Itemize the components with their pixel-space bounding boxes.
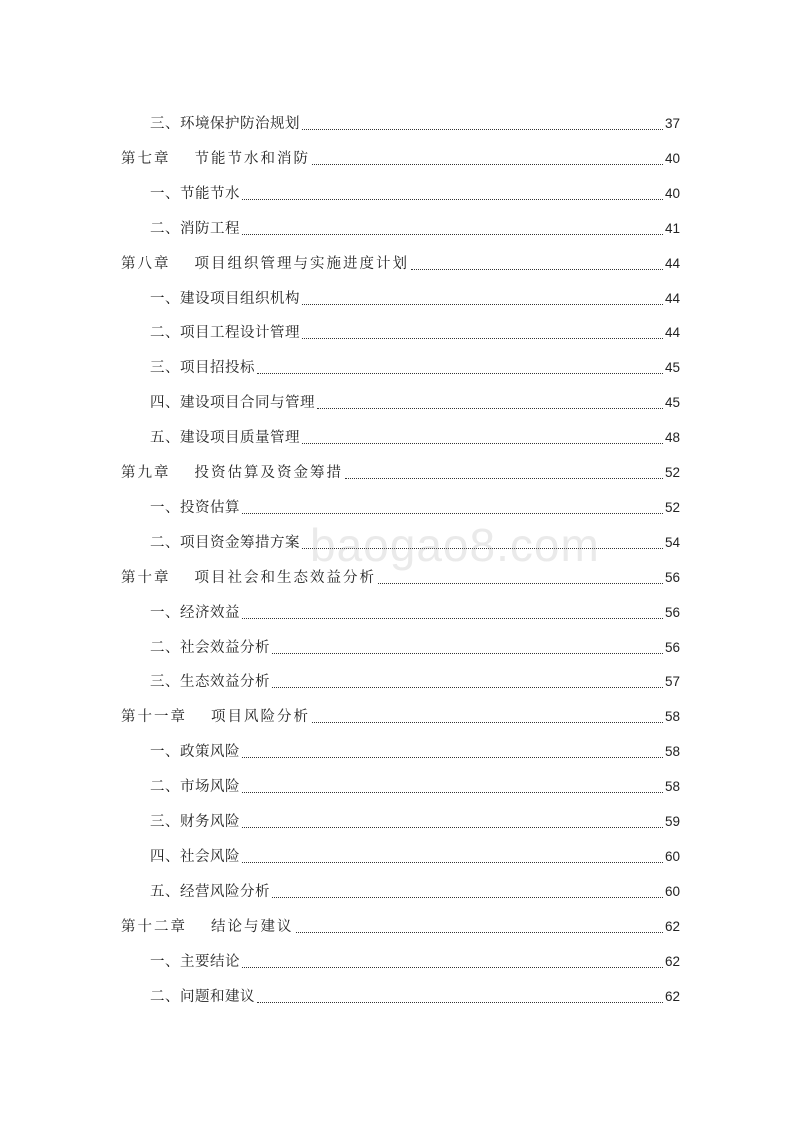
toc-entry-title: 二、问题和建议 — [150, 988, 255, 1005]
dot-leader — [272, 652, 663, 654]
toc-entry-title — [121, 918, 294, 938]
toc-entry-title: 二、市场风险 — [150, 779, 240, 796]
toc-entry-title: 一、节能节水 — [150, 185, 240, 202]
chapter-title: 结论与建议 — [211, 918, 294, 935]
page-number: 62 — [664, 953, 680, 969]
chapter-number: 第十一章 — [121, 709, 187, 726]
page-number: 45 — [664, 395, 680, 411]
dot-leader — [272, 896, 663, 898]
toc-section-row[interactable] — [150, 627, 680, 659]
toc-entry-title: 三、环境保护防治规划 — [150, 116, 300, 132]
page-number: 48 — [664, 430, 680, 446]
dot-leader — [302, 303, 663, 305]
toc-section-row[interactable] — [150, 347, 680, 379]
toc-chapter-row[interactable] — [121, 243, 680, 275]
page-number: 57 — [664, 674, 680, 690]
toc-entry-title: 一、经济效益 — [150, 604, 240, 621]
toc-section-row[interactable] — [150, 312, 680, 344]
toc-section-row[interactable] — [150, 173, 680, 205]
dot-leader — [242, 966, 663, 968]
chapter-title: 项目组织管理与实施进度计划 — [194, 255, 409, 272]
toc-chapter-row[interactable] — [121, 557, 680, 589]
page-number: 60 — [664, 883, 680, 899]
dot-leader — [345, 477, 663, 479]
toc-section-row[interactable] — [150, 766, 680, 798]
dot-leader — [378, 582, 663, 584]
chapter-number: 第十章 — [121, 569, 171, 586]
dot-leader — [242, 826, 663, 828]
page-number: 56 — [664, 604, 680, 620]
toc-entry-title: 四、建设项目合同与管理 — [150, 395, 315, 412]
toc-section-row[interactable] — [150, 103, 680, 135]
page-number: 40 — [664, 150, 680, 166]
page-number: 62 — [664, 918, 680, 934]
page-number: 56 — [664, 569, 680, 585]
dot-leader — [302, 337, 663, 339]
toc-entry-title: 三、财务风险 — [150, 814, 240, 830]
page-number: 45 — [664, 360, 680, 376]
page-number: 62 — [664, 988, 680, 1004]
toc-entry-title — [121, 708, 310, 728]
watermark: baogao8.com — [310, 519, 600, 571]
page-number: 56 — [664, 639, 680, 655]
toc-section-row[interactable] — [150, 661, 680, 693]
toc-chapter-row[interactable] — [121, 696, 680, 728]
dot-leader — [257, 1001, 663, 1003]
page-number: 52 — [664, 465, 680, 480]
chapter-title: 项目风险分析 — [211, 709, 310, 726]
chapter-number: 第七章 — [121, 150, 171, 167]
page-number: 58 — [664, 744, 680, 760]
toc-section-row[interactable] — [150, 278, 680, 310]
page-number: 59 — [664, 814, 680, 829]
page-number: 37 — [664, 116, 680, 131]
toc-entry-title — [121, 569, 376, 589]
toc-section-row[interactable] — [150, 731, 680, 763]
toc-entry-title: 一、主要结论 — [150, 953, 240, 970]
chapter-number: 第九章 — [121, 465, 171, 481]
page-number: 58 — [664, 709, 680, 725]
toc-entry-title: 三、项目招投标 — [150, 360, 255, 377]
chapter-title: 节能节水和消防 — [194, 150, 310, 167]
dot-leader — [302, 442, 663, 444]
dot-leader — [296, 931, 663, 933]
toc-entry-title: 三、生态效益分析 — [150, 674, 270, 691]
dot-leader — [242, 791, 663, 793]
page-number: 54 — [664, 534, 680, 550]
toc-chapter-row[interactable] — [121, 138, 680, 170]
toc-section-row[interactable] — [150, 487, 680, 519]
toc-section-row[interactable] — [150, 801, 680, 833]
page-number: 60 — [664, 848, 680, 864]
toc-entry-title: 二、社会效益分析 — [150, 639, 270, 656]
chapter-title: 项目社会和生态效益分析 — [194, 569, 376, 586]
page-number: 52 — [664, 499, 680, 515]
dot-leader — [302, 547, 663, 549]
toc-entry-title: 二、项目工程设计管理 — [150, 325, 300, 342]
page-number: 40 — [664, 185, 680, 201]
dot-leader — [242, 756, 663, 758]
toc-entry-title: 二、项目资金筹措方案 — [150, 534, 300, 551]
toc-section-row[interactable] — [150, 836, 680, 868]
toc-entry-title: 二、消防工程 — [150, 220, 240, 237]
toc-section-row[interactable] — [150, 522, 680, 554]
dot-leader — [411, 268, 663, 270]
dot-leader — [242, 617, 663, 619]
toc-section-row[interactable] — [150, 592, 680, 624]
dot-leader — [272, 686, 663, 688]
page-number: 44 — [664, 325, 680, 341]
toc-chapter-row[interactable] — [121, 452, 680, 484]
toc-section-row[interactable] — [150, 382, 680, 414]
page-number: 58 — [664, 779, 680, 795]
dot-leader — [302, 128, 663, 130]
dot-leader — [242, 512, 663, 514]
page-number: 44 — [664, 255, 680, 271]
toc-entry-title: 一、政策风险 — [150, 744, 240, 761]
toc-entry-title: 五、经营风险分析 — [150, 883, 270, 900]
chapter-number: 第八章 — [121, 255, 171, 272]
dot-leader — [242, 233, 663, 235]
dot-leader — [312, 721, 663, 723]
dot-leader — [317, 407, 663, 409]
page-number: 44 — [664, 290, 680, 306]
toc-chapter-row[interactable] — [121, 906, 680, 938]
toc-entry-title: 四、社会风险 — [150, 848, 240, 865]
chapter-number: 第十二章 — [121, 918, 187, 935]
toc-entry-title: 一、投资估算 — [150, 499, 240, 516]
toc-entry-title — [121, 150, 310, 170]
toc-section-row[interactable] — [150, 941, 680, 973]
toc-entry-title: 五、建设项目质量管理 — [150, 430, 300, 447]
dot-leader — [242, 198, 663, 200]
toc-section-row[interactable] — [150, 417, 680, 449]
toc-entry-title — [121, 255, 409, 275]
toc-entry-title: 一、建设项目组织机构 — [150, 290, 300, 307]
toc-section-row[interactable] — [150, 871, 680, 903]
toc-section-row[interactable] — [150, 976, 680, 1008]
dot-leader — [242, 861, 663, 863]
page-number: 41 — [664, 220, 680, 236]
dot-leader — [257, 372, 663, 374]
chapter-title: 投资估算及资金筹措 — [194, 465, 343, 481]
toc-section-row[interactable] — [150, 208, 680, 240]
toc-entry-title — [121, 464, 343, 484]
dot-leader — [312, 163, 663, 165]
